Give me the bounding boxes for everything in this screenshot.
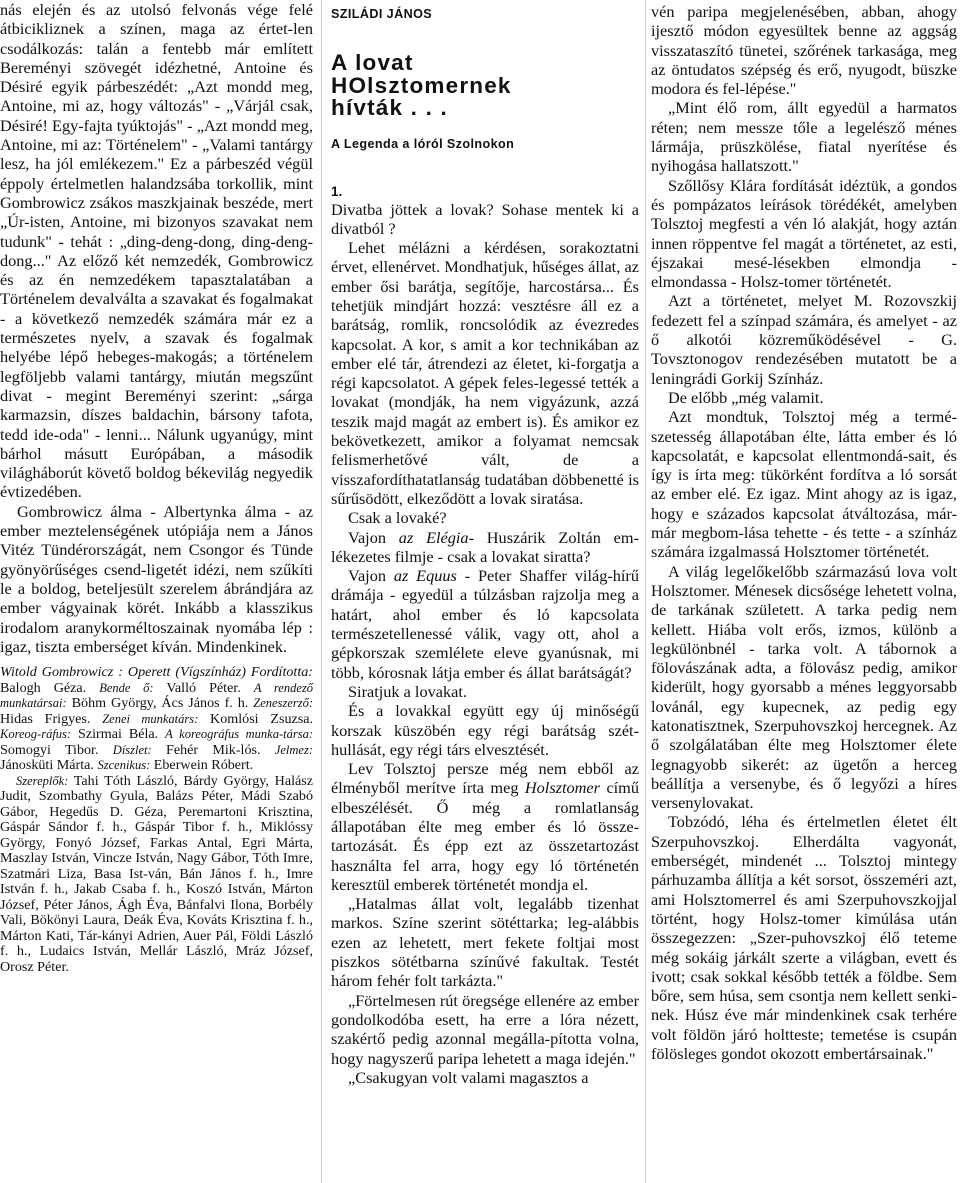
paragraph	[331, 566, 639, 682]
credit-role: Díszlet:	[112, 742, 152, 757]
paragraph: Gombrowicz álma - Albertynka álma - az ember meztelenségének utópiája nem a János Vitéz Tündérországát, nem Csongor és Tünde gyönyörűséges csend-ligetét idézi, nem szűkíti le a boldog, beteljesült szerelem ábrándjára az ember vágyainak körét. Inkább a klasszikus irodalom aranykorméltoszainak nyomába lép : igaz, tiszta emberséget kíván. Mindenkinek.	[0, 501, 313, 656]
credit-role: Fordította:	[250, 664, 313, 681]
column-1	[0, 0, 313, 975]
credit-name: Eberwein Róbert.	[153, 757, 254, 774]
production-credits	[0, 665, 313, 975]
credit-name: Hidas Frigyes.	[0, 710, 91, 727]
column-3	[651, 0, 957, 1063]
article-author: SZILÁDI JÁNOS	[331, 7, 433, 21]
credit-role: Koreog-ráfus:	[0, 727, 72, 742]
paragraph: Szőllősy Klára fordítását idéztük, a gondos és pompázatos leírások törédékét, amelyben Tolsztoj megfesti a vén ló alakját, hogy aztán innen röppentve fel magát a történetet, az esti, éjszakai mesé-lésekben elmondja - elmondassa - Holsz-tomer történetét.	[651, 175, 957, 292]
credit-role: Zeneszerző:	[253, 696, 314, 711]
column-2	[331, 0, 639, 1087]
paragraph: Csak a lovaké?	[348, 508, 447, 528]
credit-name: Komlósi Zsuzsa.	[210, 710, 314, 727]
article-subtitle: A Legenda a lóról Szolnokon	[331, 136, 515, 151]
text-run: - Peter Shaffer világ-hírű drámája - egyedül a túlzásban rajzolja meg a határt, ahol ember és ló kapcsolata természetellenessé válik, vagy ott, ahol a gépkorszak szemlélete eleve gyanúsnak, mi több, kórosnak látja ember és állat barátságát?	[331, 566, 639, 682]
paragraph: Lehet mélázni a kérdésen, sorakoztatni érvet, ellenérvet. Mondhatjuk, hűséges állat, az ember ősi barátja, segítője, harcostársa... És tehetjük mindjárt hozzá: vesztésre áll ez a barátság, romlik, roncsolódik az évezredes kapcsolat. A kor, s amit a kor technikában az ember elé tár, átrendezi az életet, ki-forgatja a régi kapcsolatot. A gépek feles-legessé tették a lovakat (mondják, ha nem vigyázunk, azzá teszik majd magát az embert is). És amikor ez bekövetkezett, amikor a folyamat nemcsak felismerhetővé vált, de a visszafordíthatatlanság tudatában döbbenetté is sűrűsödött, elkeződött a lovak siratása.	[331, 238, 639, 508]
paragraph: „Mint élő rom, állt egyedül a harmatos réten; nem messze tőle a legelésző ménes lármája, prüszkölése, fiatal nyerítése és nyihogása hallatszott."	[651, 98, 957, 176]
column-divider	[645, 0, 646, 1183]
credit-name: Somogyi Tibor.	[0, 741, 99, 758]
article-title-line: hívták . . .	[331, 95, 448, 120]
credit-role: Zenei munkatárs:	[102, 711, 199, 726]
paragraph: Divatba jöttek a lovak? Sohase mentek ki a divatból ?	[331, 199, 639, 238]
text-run: Vajon	[348, 566, 386, 586]
paragraph: „Förtelmesen rút öregsége ellenére az ember gondolkodóba esett, ha erre a lóra nézett, szakértő pedig azonnal megálla-pította volna, hogy nagyszerű paripa lehetett a maga idején."	[331, 990, 639, 1068]
text-run: Lev Tolsztoj persze még nem ebből az élményből merítve írta meg	[331, 759, 639, 798]
article-header	[331, 7, 639, 151]
paragraph: Tobzódó, léha és értelmetlen életet élt Szerpuhovszkoj. Elherdálta vagyonát, emberségét, mindenét ... Tolsztoj mintegy párhuzamba állítja a két sorsot, összeméri azt, ami Holsztomerrel és ami Szerpuhovszkojjal történt, hogy Holsz-tomer kimúlása után összegezzen: „Szer-puhovszkoj élő teteme még sokáig járkált szerte a világban, evett és ivott; csak sokkal később tették a földbe. Sem bőre, sem húsa, sem csontja nem kellett senki-nek. Húsz éve már mindenkinek csak terhére volt földön járó holtteste; temetése is csupán fölösleges gondot okozott embertársainak."	[651, 812, 957, 1064]
paragraph: „Csakugyan volt valami magasztos a	[348, 1067, 589, 1087]
paragraph	[331, 528, 639, 567]
paragraph: De előbb „még valamit.	[668, 387, 824, 407]
paragraph: És a lovakkal együtt egy új minőségű korszak küszöbén egy régi barátság szét-hullását, egy régi társ elvesztését.	[331, 701, 639, 759]
credit-name: Fehér Mik-lós.	[165, 741, 261, 758]
credit-role: A koreográfus munka-társa:	[165, 727, 314, 742]
text-run: - Huszárik Zoltán em-lékezetes filmje - csak a lovakat siratta?	[331, 527, 639, 566]
paragraph	[331, 759, 639, 894]
credit-role: A rendező munkatársai:	[0, 680, 313, 711]
cast-label: Szereplők:	[16, 773, 69, 788]
paragraph: nás elején és az utolsó felvonás vége felé átbicikliznek a színen, maga az értet-len csodálkozás: talán a fentebb már említett Bereményi szövegét idézhetné, Antoine és Désiré egyik párbeszédét: „Azt mondd meg, Antoine, mi az, hogy változás" - „Várjál csak, Désiré! Egy-fajta tyúktojás" - „Azt mondd meg, Antoine, mi az: Történelem" - „Valami tantárgy lesz, ha jól emlékezem." Ez a párbeszéd végül éppoly értelmetlen halandzsába torkollik, mint Gombrowicz zsákos maszkjainak beszéde, mert „Úr-isten, Antoine, mi bizonyos szavakat nem tudunk" - tehát : „ding-deng-dong, ding-deng-dong..." Az előző két nemzedék, Gombrowicz és az én nemzedékem tapasztalatában a Történelem devalválta a szavakat és fogalmakat - a következő nemzedék számára már ez a természetes nyelv, a szavak és fogalmak helyébe lépő hebeges-makogás; a történelem legföljebb valami tantárgy, miután megszűnt divat - megint Bereményi szerint: „sárga karmazsin, díszes baldachin, bársony tafota, tedd ide-oda" - lenni... Nálunk ugyanúgy, mint bárhol másutt Európában, a második világháborút követő boldog békevilág negyedik évtizedében.	[0, 0, 313, 502]
column-2-text	[331, 200, 639, 1088]
credit-role: Bende ő:	[99, 680, 154, 695]
article-title-line: HOlsztomernek	[331, 72, 512, 98]
credit-role: Witold Gombrowicz : Operett (Vígszínház)	[0, 664, 246, 681]
cast-names: Tahi Tóth László, Bárdy György, Halász Judit, Szombathy Gyula, Balázs Péter, Mádi Szabó Gábor, Hegedűs D. Géza, Peremartoni Krisztina, Gáspár Sándor f. h., Gáspár Tibor f. h., Miklóssy György, Fonyó József, Farkas Antal, Egri Márta, Maszlay István, Vincze István, Nagy Gábor, Tóth Imre, Szatmári Liza, Basa Ist-ván, Bán János f. h., Imre István f. h., Jakab Csaba f. h., Koszó István, Márton József, Péter János, Ágh Éva, Bánfalvi Ilona, Borbély Vali, Bökönyi Laura, Deák Éva, Kováts Krisztina f. h., Márton Kati, Tár-kányi Adrien, Auer Pál, Földi László f. h., Ludaics István, Mellár László, Mráz József, Orosz Péter.	[0, 772, 313, 975]
credit-role: Jelmez:	[274, 742, 313, 757]
credits-line	[0, 665, 313, 774]
credit-role: Szcenikus:	[97, 758, 151, 773]
credit-name: Böhm György, Ács János f. h.	[71, 695, 249, 712]
paragraph: vén paripa megjelenésében, abban, ahogy ijesztő módon egyesültek benne az aggság visszataszító tünetei, szőrének tarkasága, meg az öntudatos szépség és erő, nyugodt, büszke modora és fel-lépése."	[651, 2, 957, 99]
section-number: 1.	[331, 183, 343, 199]
article-title-line: A lovat	[331, 50, 414, 75]
column-1-text	[0, 0, 313, 656]
column-divider	[321, 0, 322, 1183]
credit-name: Szirmai Béla.	[78, 726, 159, 743]
play-title: az Equus	[393, 566, 457, 586]
paragraph: Siratjuk a lovakat.	[348, 681, 467, 701]
text-run: Vajon	[348, 527, 386, 547]
column-3-text	[651, 0, 957, 1063]
credit-name: Jánosküti Márta.	[0, 757, 94, 774]
cast-list	[0, 774, 313, 976]
story-title: Holsztomer	[524, 778, 600, 798]
paragraph: A világ legelőkelőbb származású lova volt Holsztomer. Ménesek dicsősége lehetett volna, de tarkának született. A tarka pedig nem kellett. Hiába volt erős, izmos, különb a legkülönbnél - tarka volt. A tábornok a fölovászának adta, a fölovász pedig, amikor kiderült, hogy gyorsabb a ménes leggyorsabb lovánál, egy kupecnek, az pedig egy katonatisztnek, Szerpuhovszkoj hercegnek. Az ő szolgálatában élte meg Holsztomer élete legnagyobb sikerét: az ügetőn a herceg beállítja a versenybe, és ő legyőzi a híres versenylovakat.	[651, 561, 957, 813]
paragraph: Azt a történetet, melyet M. Rozovszkij fedezett fel a színpad számára, és amelyet - az ő alkotói közreműködésével - G. Tovsztonogov rendezésében mutatott be a leningrádi Gorkij Színház.	[651, 291, 957, 388]
credit-name: Valló Péter.	[166, 679, 241, 696]
credit-name: Balogh Géza.	[0, 679, 87, 696]
paragraph: Azt mondtuk, Tolsztoj még a termé-szetesség állapotában élte, látta ember és ló kapcsolatát, e kapcsolat ellentmondá-sait, és így is írta meg: tükörként fordítva a ló sorsát az ember elé. Ez igaz. Mint ahogy az is igaz, hogy e százados kapcsolat átváltozása, már-már megbom-lása tehette - és tette - a színház számára izgalmassá Holsztomer történetét.	[651, 407, 957, 562]
film-title: az Elégia	[398, 527, 469, 547]
paragraph: „Hatalmas állat volt, legalább tizenhat markos. Színe szerint sötéttarka; leg-alábbis ezen az lehetett, mert fekete foltjai most piszkos sötétbarna színűvé fakultak. Testét három fehér folt tarkázta."	[331, 894, 639, 991]
article-title	[331, 52, 639, 120]
text-run: című elbeszélését. Ő még a romlatlanság állapotában élte meg ember és ló össze-tartozását. És épp ezt az összetartozást használta fel arra, hogy egy ló történetén keresztül emberek történetét mondja el.	[331, 778, 639, 894]
